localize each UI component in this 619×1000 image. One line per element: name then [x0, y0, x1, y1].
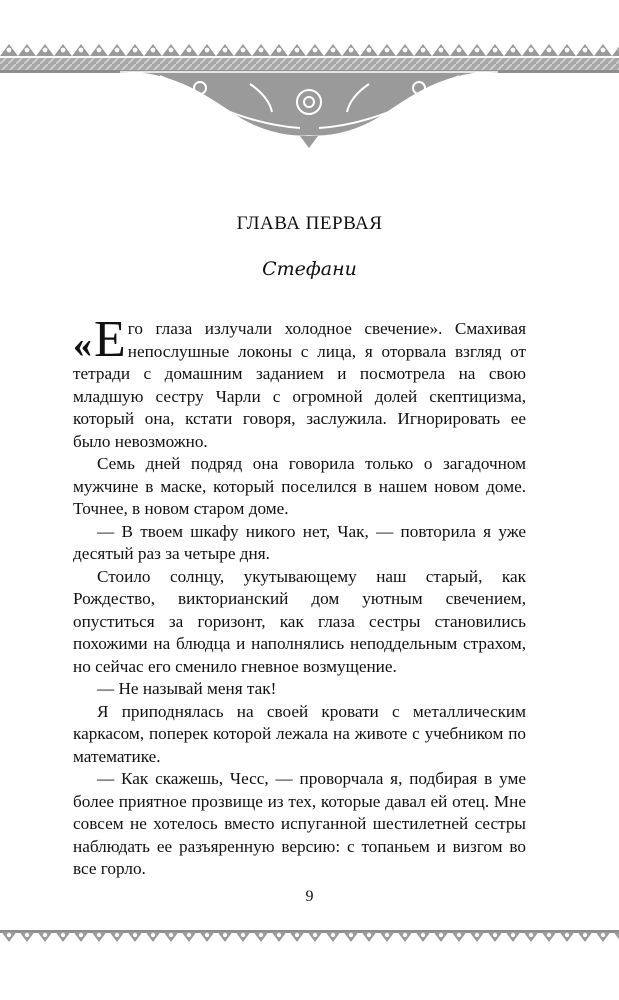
header-ornament [0, 40, 619, 150]
paragraph-7: — Как скажешь, Чесс, — проворчала я, подбирая в уме более приятное прозвище из тех, которые давал ей отец. Мне совсем не хотелось вместо испуганной шестилетней сестры наблюдать ее разъяренную версию: с топаньем и визгом во все горло. [73, 769, 526, 878]
paragraph-6: Я приподнялась на своей кровати с металлическим каркасом, поперек которой лежала на животе с учебником по математике. [73, 701, 526, 766]
page-number: 9 [305, 888, 314, 905]
paragraph-4: Стоило солнцу, укутывающему наш старый, как Рождество, викторианский дом уютным свечением, опуститься за горизонт, как глаза сестры становились похожими на блюдца и наполнялись неподдельным страхом, но сейчас его сменило гневное возмущение. [73, 566, 526, 676]
paragraph-5: — Не называй меня так! [97, 679, 277, 698]
body-text [73, 311, 526, 881]
drop-cap-letter: Е [94, 311, 126, 368]
paragraph-1-text: го глаза излучали холодное свечение». Смахивая непослушные локоны с лица, я оторвала взгляд от тетради с домашним заданием и посмотрела на свою младшую сестру Чарли с огромной долей скептицизма, который она, кстати говоря, заслужила. Игнорировать ее было невозможно. [73, 319, 526, 451]
paragraph-2: Семь дней подряд она говорила только о загадочном мужчине в маске, который поселился в нашем новом доме. Точнее, в новом старом доме. [73, 454, 526, 518]
chapter-subtitle: Стефани [262, 258, 357, 280]
paragraph-3: — В твоем шкафу никого нет, Чак, — повторила я уже десятый раз за четыре дня. [73, 521, 526, 563]
chapter-title: ГЛАВА ПЕРВАЯ [236, 213, 383, 234]
drop-cap [73, 311, 126, 368]
paragraph-1 [73, 311, 526, 453]
drop-cap-quote: « [73, 324, 92, 366]
footer-border [0, 930, 619, 946]
